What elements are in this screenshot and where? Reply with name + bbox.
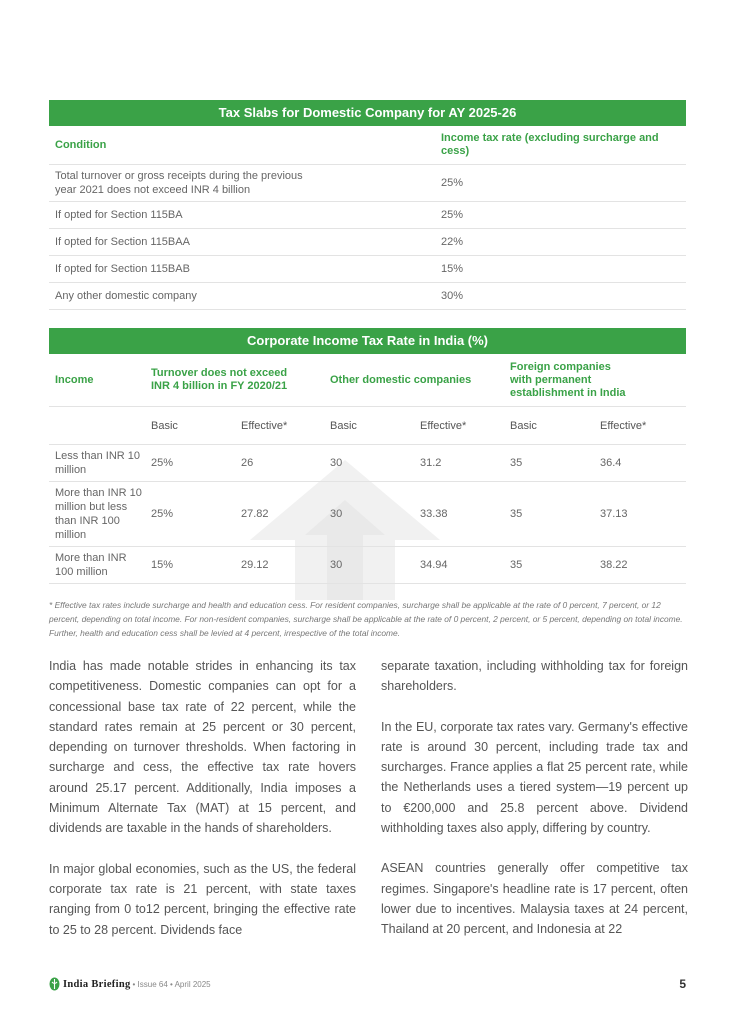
tax-slabs-table — [49, 100, 686, 310]
table-row — [49, 229, 686, 256]
cell-condition: If opted for Section 115BAB — [55, 263, 190, 275]
corporate-tax-header — [49, 354, 686, 407]
cell-value: 34.94 — [420, 559, 448, 571]
cell-condition: If opted for Section 115BA — [55, 209, 183, 221]
cell-rate: 30% — [441, 290, 464, 302]
body-column-left — [49, 656, 356, 940]
header-turnover-group: Turnover does not exceed INR 4 billion in FY 2020/21 — [151, 367, 288, 392]
table-row — [49, 547, 686, 584]
table-row — [49, 202, 686, 229]
table-row — [49, 445, 686, 482]
body-paragraph: In major global economies, such as the US, the federal corporate tax rate is 21 percent, with state taxes ranging from 0 to12 percent, bringing the effective rate to 25 to 28 percent. Dividends face — [49, 861, 356, 937]
tax-slabs-title: Tax Slabs for Domestic Company for AY 2025-26 — [49, 100, 686, 126]
tax-slabs-header — [49, 126, 686, 165]
cell-value: 37.13 — [600, 508, 628, 520]
page-number: 5 — [679, 977, 686, 991]
cell-condition: If opted for Section 115BAA — [55, 236, 190, 248]
cell-value: 31.2 — [420, 457, 442, 469]
corporate-tax-rate-table — [49, 328, 686, 584]
cell-value: 26 — [241, 457, 254, 469]
cell-value: 38.22 — [600, 559, 628, 571]
subheader-row — [49, 407, 686, 445]
body-paragraph: India has made notable strides in enhancing its tax competitiveness. Domestic companies can opt for a concessional base tax rate of 22 percent, while the standard rates remain at 25 percent or 30 percent, depending on turnover thresholds. When factoring in surcharge and cess, the effective tax rate hovers around 25.17 percent. Additionally, India imposes a Minimum Alternate Tax (MAT) at 15 percent, and dividends are taxable in the hands of shareholders. — [49, 659, 356, 836]
cell-value: 35 — [510, 457, 523, 469]
cell-value: 30 — [330, 457, 343, 469]
cell-value: 33.38 — [420, 508, 448, 520]
header-foreign-companies: Foreign companies with permanent establishment in India — [510, 360, 626, 399]
cell-income: More than INR 10 million but less than INR 100 million — [55, 487, 142, 541]
cell-rate: 25% — [441, 209, 464, 221]
table-row — [49, 482, 686, 547]
body-paragraph: In the EU, corporate tax rates vary. Germany's effective rate is around 30 percent, including trade tax and surcharges. France applies a flat 25 percent rate, while the Netherlands uses a tiered system—19 percent up to €200,000 and 25.8 percent above. Dividend withholding taxes also apply, differing by country. — [381, 719, 688, 836]
cell-value: 30 — [330, 508, 343, 520]
table-row — [49, 256, 686, 283]
cell-value: 36.4 — [600, 457, 622, 469]
cell-value: 30 — [330, 559, 343, 571]
cell-income: More than INR 100 million — [55, 552, 127, 578]
header-condition: Condition — [55, 138, 107, 151]
header-other-domestic: Other domestic companies — [330, 373, 472, 386]
subheader-effective: Effective* — [241, 419, 288, 432]
cell-value: 27.82 — [241, 508, 269, 520]
cell-rate: 25% — [441, 177, 464, 189]
subheader-effective: Effective* — [600, 419, 647, 432]
india-briefing-logo-icon — [49, 977, 60, 991]
subheader-basic: Basic — [330, 419, 357, 432]
body-column-right — [381, 656, 688, 940]
subheader-basic: Basic — [151, 419, 178, 432]
cell-condition: Total turnover or gross receipts during the previous year 2021 does not exceed INR 4 billion — [55, 170, 303, 196]
body-paragraph: ASEAN countries generally offer competitive tax regimes. Singapore's headline rate is 17 percent, often lower due to incentives. Malaysia taxes at 24 percent, Thailand at 20 percent, and Indonesia at 22 — [381, 861, 688, 937]
cell-value: 29.12 — [241, 559, 269, 571]
table-footnote: * Effective tax rates include surcharge and health and education cess. For resident companies, surcharge shall be applicable at the rate of 0 percent, 7 percent, or 12 percent, depending on total income. For non-resident companies, surcharge shall be applicable at the rate of 0 percent, 2 percent, or 5 percent, depending on total income. Further, health and education cess shall be levied at 4 percent, irrespective of the total income. — [49, 600, 683, 638]
cell-rate: 15% — [441, 263, 464, 275]
cell-value: 35 — [510, 508, 523, 520]
issue-label: • Issue 64 • April 2025 — [132, 979, 211, 989]
subheader-basic: Basic — [510, 419, 537, 432]
body-paragraph: separate taxation, including withholding tax for foreign shareholders. — [381, 659, 688, 694]
cell-value: 25% — [151, 508, 174, 520]
table-row — [49, 283, 686, 310]
header-income-tax-rate: Income tax rate (excluding surcharge and cess) — [441, 132, 659, 157]
header-income: Income — [55, 373, 94, 386]
corporate-tax-title: Corporate Income Tax Rate in India (%) — [49, 328, 686, 354]
cell-value: 35 — [510, 559, 523, 571]
cell-condition: Any other domestic company — [55, 290, 197, 302]
page-footer — [49, 975, 686, 993]
cell-rate: 22% — [441, 236, 464, 248]
subheader-effective: Effective* — [420, 419, 467, 432]
brand-name: India Briefing — [63, 978, 131, 990]
table-row — [49, 165, 686, 202]
cell-value: 25% — [151, 457, 174, 469]
cell-value: 15% — [151, 559, 174, 571]
cell-income: Less than INR 10 million — [55, 450, 140, 476]
